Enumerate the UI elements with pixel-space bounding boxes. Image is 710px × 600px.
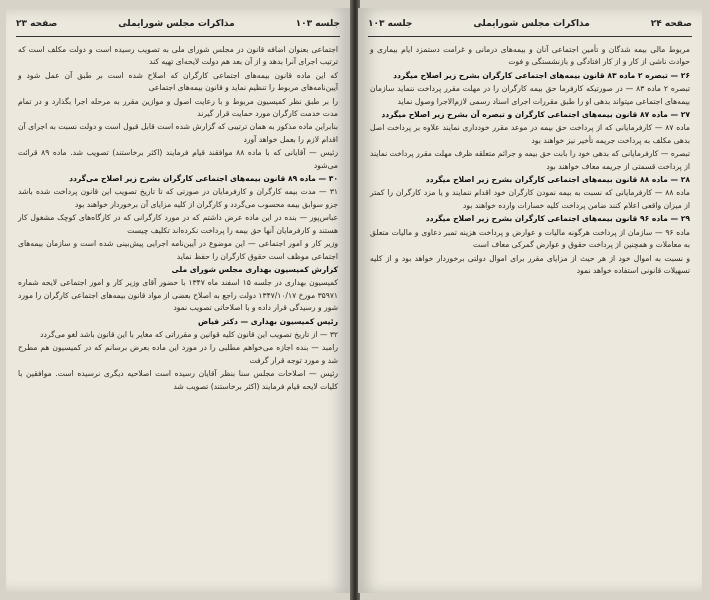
paragraph: ۳۰ — ماده ۸۹ قانون بیمه‌های اجتماعی کارگران بشرح زیر اصلاح می‌گردد xyxy=(69,174,338,184)
paragraph: ۳۱ — مدت بیمه کارگران و کارفرمایان در صورتی که تا تاریخ تصویب این قانون پرداخت شده باشد جزو سوابق بیمه محسوب می‌گردد و کارگران از کلیه مزایای آن برخوردار خواهند بود xyxy=(18,187,338,209)
paragraph: و نسبت به اموال خود از هر حیث از مزایای مقرر برای اموال دولتی برخوردار خواهد بود و از کلیه تسهیلات قانونی استفاده خواهد نمود xyxy=(370,253,690,275)
right-page xyxy=(358,8,702,593)
section-heading: کزارش کمیسیون بهداری مجلس شورای ملی xyxy=(171,264,338,274)
paragraph: ۲۸ — ماده ۸۸ قانون بیمه‌های اجتماعی کارگران بشرح زیر اصلاح میگردد xyxy=(425,175,690,185)
paragraph: بنابراین ماده مذکور به همان ترتیبی که گزارش شده است قابل قبول است و دولت نسبت به اجرای آن اقدام لازم را بعمل خواهد آورد xyxy=(18,122,338,144)
page-header xyxy=(368,14,692,34)
paragraph: ماده ۸۷ — کارفرمایانی که از پرداخت حق بیمه در موعد مقرر خودداری نمایند علاوه بر پرداخت اصل بدهی مکلف به پرداخت جریمه تأخیر نیز خواهند بود xyxy=(370,123,690,145)
paragraph: ۲۹ — ماده ۹۶ قانون بیمه‌های اجتماعی کارگران بشرح زیر اصلاح میگردد xyxy=(425,214,690,224)
paragraph: را بر طبق نظر کمیسیون مربوط و با رعایت اصول و موازین مقرر به مرحله اجرا بگذارد و در تمام مدت خدمت کارگران مورد حمایت قرار گیرند xyxy=(18,96,338,119)
page-body xyxy=(18,44,338,585)
page-header xyxy=(16,14,340,34)
paragraph: وزیر کار و امور اجتماعی — این موضوع در آیین‌نامه اجرایی پیش‌بینی شده است و سازمان بیمه‌های اجتماعی موظف است حقوق کارگران را حفظ نماید xyxy=(18,239,338,261)
page-running-title: مذاکرات مجلس شورایملی xyxy=(118,19,235,29)
paragraph: ۲۶ — تبصره ۲ ماده ۸۳ قانون بیمه‌های اجتماعی کارگران بشرح زیر اصلاح میگردد xyxy=(393,70,690,80)
paragraph: عباس‌پور — بنده در این ماده عرض داشتم که در مورد کارگرانی که در کارگاه‌های کوچک مشغول کار هستند و کارفرمایان آنها حق بیمه را پرداخت نکرده‌اند تکلیف چیست xyxy=(18,213,338,235)
paragraph: ۳۲ — از تاریخ تصویب این قانون کلیه قوانین و مقرراتی که مغایر با این قانون باشد لغو می‌گردد xyxy=(40,329,338,339)
paragraph: رامبد — بنده اجازه می‌خواهم مطلبی را در مورد این ماده بعرض برسانم که در کمیسیون هم مطرح شد و مورد توجه قرار گرفت xyxy=(18,343,338,365)
header-rule xyxy=(368,36,692,37)
page-running-title: مذاکرات مجلس شورایملی xyxy=(473,19,590,29)
header-rule xyxy=(16,36,340,37)
paragraph: تبصره — کارفرمایانی که بدهی خود را بابت حق بیمه و جرائم متعلقه ظرف مهلت مقرر پرداخت نمایند از پرداخت قسمتی از جریمه معاف خواهند بود xyxy=(370,149,690,171)
page-number: صفحه ۲۴ xyxy=(650,19,692,29)
paragraph: تبصره ۲ ماده ۸۳ — در صورتیکه کارفرما حق بیمه کارگران را در مهلت مقرر پرداخت ننماید سازمان بیمه‌های اجتماعی میتواند بدهی او را طبق مقررات اجرای اسناد رسمی لازم‌الاجرا وصول نماید xyxy=(370,84,690,106)
paragraph: ۲۷ — ماده ۸۷ قانون بیمه‌های اجتماعی کارگران و تبصره آن بشرح زیر اصلاح میگردد xyxy=(381,110,690,120)
paragraph: ماده ۸۸ — کارفرمایانی که نسبت به بیمه نمودن کارگران خود اقدام ننمایند و یا مزد کارگران را کمتر از میزان واقعی اعلام کنند ضامن پرداخت کلیه خسارات وارده خواهند بود xyxy=(370,188,691,210)
session-label: جلسه ۱۰۳ xyxy=(368,19,413,29)
left-page xyxy=(6,8,350,593)
page-number: صفحه ۲۳ xyxy=(16,19,58,29)
paragraph: رئیس کمیسیون بهداری — دکتر فیاض xyxy=(197,316,338,326)
paragraph: کمیسیون بهداری در جلسه ۱۵ اسفند ماه ۱۳۴۷ با حضور آقای وزیر کار و امور اجتماعی لایحه شماره ۳۵۹۷۱ مورخ ۱۳۴۷/۱۰/۱۷ دولت راجع به اصلاح بعضی از مواد قانون بیمه‌های اجتماعی کارگران را مورد شور و رسیدگی قرار داده و با اصلاحاتی تصویب نمود xyxy=(18,278,338,313)
paragraph: که این ماده قانون بیمه‌های اجتماعی کارگران که اصلاح شده است بر طبق آن عمل شود و آیین‌نامه‌های مربوط را تنظیم نماید و قانون بیمه‌های اجتماعی xyxy=(18,70,338,93)
paragraph: ماده ۹۶ — سازمان از پرداخت هرگونه مالیات و عوارض و پرداخت هزینه تمبر دعاوی و مالیات متعلق به معاملات و همچنین از پرداخت حقوق و عوارض گمرکی معاف است xyxy=(370,227,691,250)
paragraph: مربوط مالی بیمه شدگان و تأمین اجتماعی آنان و بیمه‌های درمانی و غرامت دستمزد ایام بیماری و حوادث ناشی از کار و از کار افتادگی و بازنشستگی و فوت xyxy=(370,45,690,67)
paragraph: رئیس — اصلاحات مجلس سنا بنظر آقایان رسیده است اصلاحیه دیگری نرسیده است. موافقین با کلیات لایحه قیام فرمایند (اکثر برخاستند) تصویب شد xyxy=(18,369,338,391)
paragraph: رئیس — آقایانی که با ماده ۸۸ موافقند قیام فرمایند (اکثر برخاستند) تصویب شد. ماده ۸۹ قرائت می‌شود xyxy=(18,148,338,170)
paragraph: اجتماعی بعنوان اضافه قانون در مجلس شورای ملی به تصویب رسیده است و دولت مکلف است که ترتیب اجرای آنرا بدهد و از آن بعد هم دولت لایحه‌ای تهیه کند xyxy=(18,45,338,67)
session-label: جلسه ۱۰۳ xyxy=(295,19,340,29)
page-body xyxy=(370,44,690,585)
